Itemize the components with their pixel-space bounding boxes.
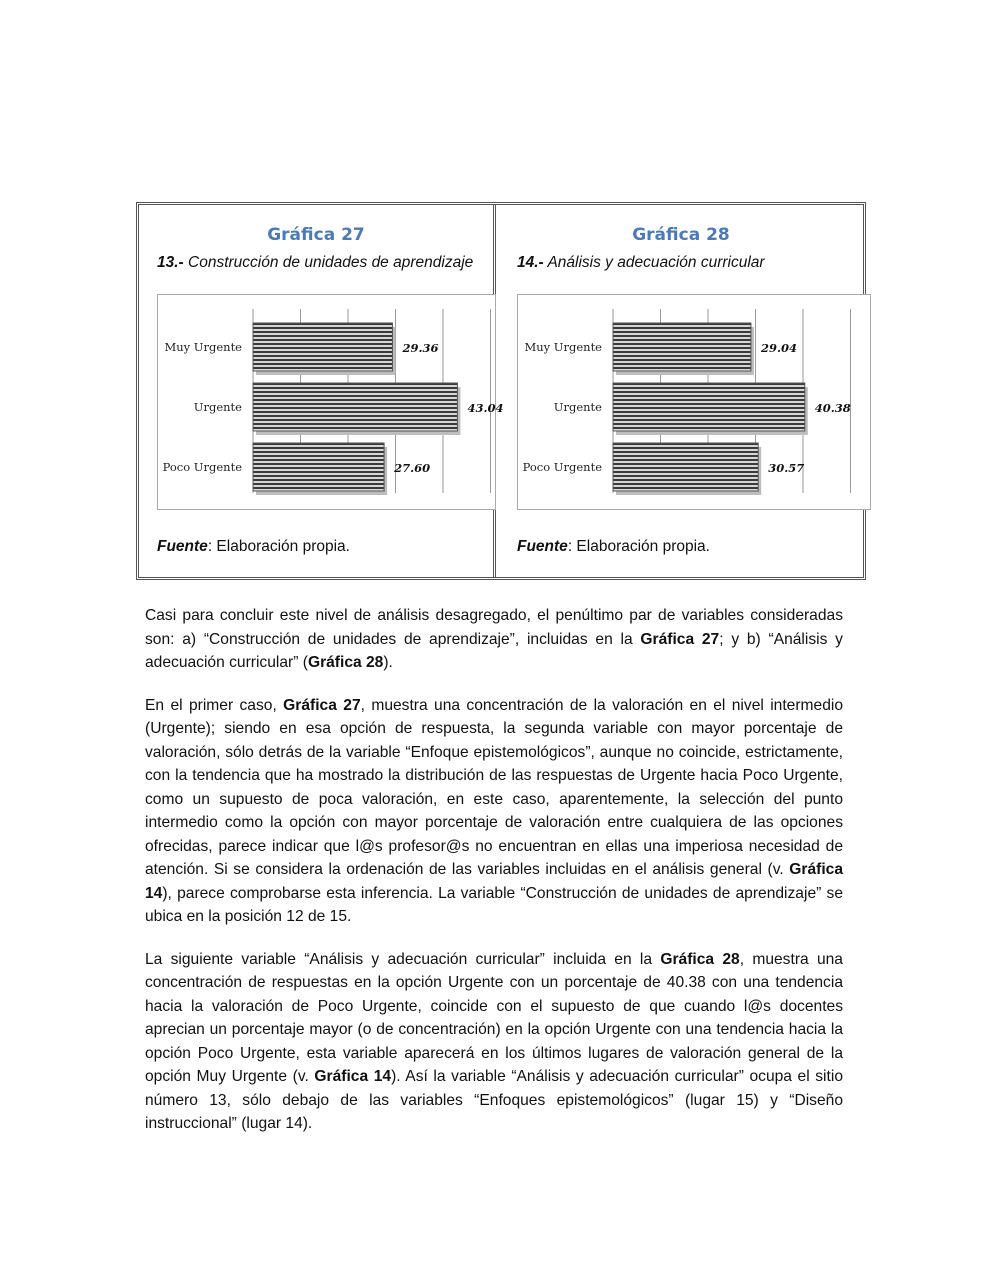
bar <box>613 323 751 371</box>
figure-reference: Gráfica 28 <box>660 950 740 968</box>
figure-reference: Gráfica 28 <box>307 654 384 671</box>
source-text: : Elaboración propia. <box>567 538 710 555</box>
category-label: Muy Urgente <box>164 340 242 354</box>
chart-svg <box>158 295 504 509</box>
figure-subtitle <box>157 254 489 272</box>
bar <box>253 383 457 431</box>
source-label: Fuente <box>517 538 568 555</box>
text-run: ). <box>383 654 393 671</box>
category-label: Urgente <box>553 400 602 414</box>
figure-title: Gráfica 28 <box>632 225 730 245</box>
paragraph <box>145 694 843 929</box>
category-label: Urgente <box>193 400 242 414</box>
text-run: , muestra una concentración de la valoración en el nivel intermedio (Urgente); siendo en esa opción de respuesta, la segunda variable con mayor porcentaje de valoración, sólo detrás de la variable “Enfoque epistemológicos”, aunque no coincide, estrictamente, con la tendencia que ha mostrado la distribución de las respuestas de Urgente hacia Poco Urgente, como un supuesto de poca valoración, en este caso, aparentemente, la selección del punto intermedio como la opción con mayor porcentaje de valoración entre cualquiera de las opciones ofrecidas, parece indicar que l@s profesor@s no encuentran en ellas una imperiosa necesidad de atención. Si se considera la ordenación de las variables incluidas en el análisis general (v. <box>145 696 844 878</box>
figure-source <box>157 538 350 556</box>
bar <box>613 383 805 431</box>
value-label: 27.60 <box>394 461 431 475</box>
bar <box>613 443 758 491</box>
figure-subtitle-text: Construcción de unidades de aprendizaje <box>188 254 474 271</box>
bar <box>253 443 384 491</box>
paragraph <box>145 948 843 1136</box>
chart-svg <box>518 295 870 509</box>
text-run: ), parece comprobarse esta inferencia. La variable “Construcción de unidades de aprendizaje” se ubica en la posición 12 de 15. <box>145 884 843 925</box>
text-run: ; y b) “Análisis y adecuación curricular” ( <box>145 630 843 671</box>
value-label: 40.38 <box>814 401 851 415</box>
bar <box>253 323 392 371</box>
text-run: Casi para concluir este nivel de análisis desagregado, el penúltimo par de variables consideradas son: a) “Construcción de unidades de aprendizaje”, incluidas en la <box>145 607 843 648</box>
figure-source <box>517 538 710 556</box>
category-label: Poco Urgente <box>522 460 602 474</box>
value-label: 30.57 <box>768 461 805 475</box>
bar-chart-28 <box>517 294 871 510</box>
figure-reference: Gráfica 27 <box>640 630 720 648</box>
text-run: La siguiente variable “Análisis y adecuación curricular” incluida en la <box>145 950 661 968</box>
figure-subtitle-text: Análisis y adecuación curricular <box>547 254 765 271</box>
source-text: : Elaboración propia. <box>207 538 350 555</box>
category-label: Poco Urgente <box>162 460 242 474</box>
figure-cell-28 <box>499 205 863 577</box>
source-label: Fuente <box>157 538 208 555</box>
figure-number: 13.- <box>157 254 184 271</box>
figure-title: Gráfica 27 <box>267 225 365 245</box>
text-run: , muestra una concentración de respuestas en la opción Urgente con un porcentaje de 40.38 con una tendencia hacia la valoración de Poco Urgente, coincide con el supuesto de que cuando l@s docentes aprecian un porcentaje mayor (o de concentración) en la opción Urgente con una tendencia hacia la opción Poco Urgente, esta variable aparecerá en los últimos lugares de valoración general de la opción Muy Urgente (v. <box>145 950 843 1085</box>
figure-reference: Gráfica 27 <box>283 696 361 714</box>
value-label: 43.04 <box>467 401 504 415</box>
bar-chart-27 <box>157 294 504 510</box>
paragraph <box>145 604 843 675</box>
figure-reference: Gráfica 14 <box>314 1068 392 1085</box>
figure-number: 14.- <box>517 254 544 271</box>
text-run: En el primer caso, <box>145 696 284 714</box>
figures-table <box>136 202 866 580</box>
figure-subtitle <box>517 254 859 272</box>
category-label: Muy Urgente <box>524 340 602 354</box>
text-run: ). Así la variable “Análisis y adecuación curricular” ocupa el sitio número 13, sólo debajo de las variables “Enfoques epistemológicos” (lugar 15) y “Diseño instruccional” (lugar 14). <box>145 1068 843 1132</box>
figure-cell-27 <box>139 205 504 577</box>
body-text <box>145 604 843 1155</box>
figure-reference: Gráfica 14 <box>145 861 843 902</box>
value-label: 29.36 <box>402 341 439 355</box>
value-label: 29.04 <box>760 341 797 355</box>
